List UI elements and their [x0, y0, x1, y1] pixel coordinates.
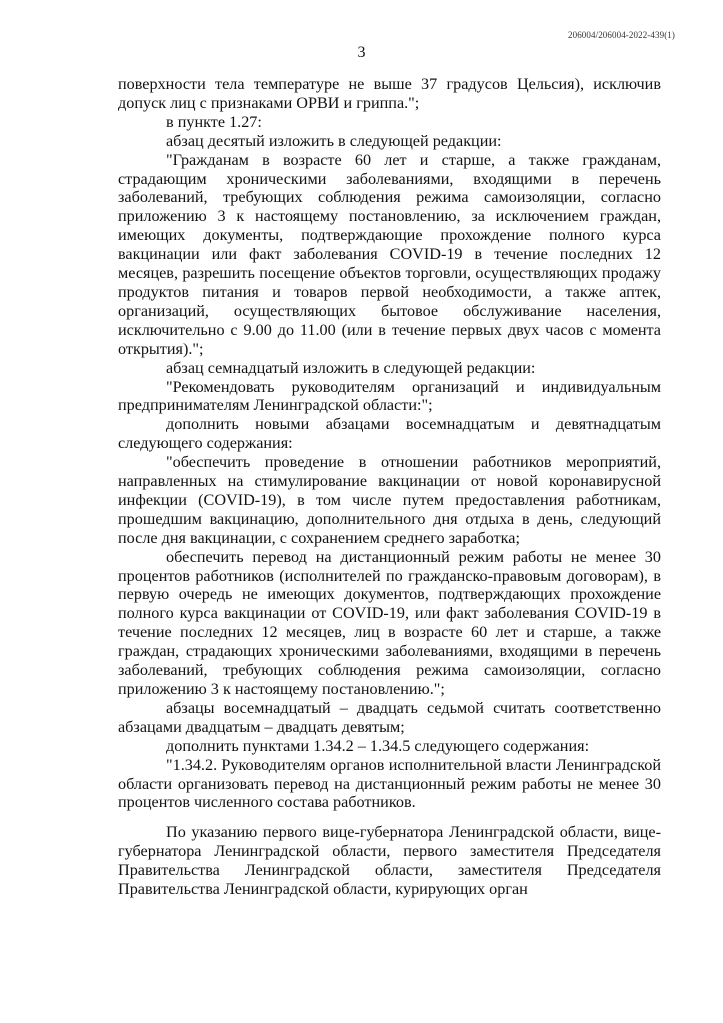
paragraph: в пункте 1.27: — [166, 112, 262, 131]
document-body — [118, 75, 661, 899]
page-number: 3 — [357, 44, 366, 61]
paragraph: абзацы восемнадцатый – двадцать седьмой считать соответственно абзацами двадцатым – двадцать девятым; — [118, 698, 661, 736]
paragraph: абзац семнадцатый изложить в следующей редакции: — [166, 358, 536, 377]
paragraph: "Гражданам в возрасте 60 лет и старше, а также гражданам, страдающим хроническими заболеваниями, входящими в перечень заболеваний, требующих соблюдения режима самоизоляции, согласно приложению 3 к настоящему постановлению, за исключением граждан, имеющих документы, подтверждающие прохождение полного курса вакцинации или факт заболевания COVID-19 в течение последних 12 месяцев, разрешить посещение объектов торговли, осуществляющих продажу продуктов питания и товаров первой необходимости, а также аптек, организаций, осуществляющих бытовое обслуживание населения, исключительно с 9.00 до 11.00 (или в течение первых двух часов с момента открытия)."; — [118, 150, 661, 358]
paragraph: "Рекомендовать руководителям организаций и индивидуальным предпринимателям Ленинградской области:"; — [118, 377, 661, 415]
paragraph: По указанию первого вице-губернатора Ленинградской области, вице-губернатора Ленинградской области, первого заместителя Председателя Правительства Ленинградской области, заместителя Председателя Правительства Ленинградской области, курирующих орган — [118, 823, 661, 899]
paragraph: дополнить пунктами 1.34.2 – 1.34.5 следующего содержания: — [166, 736, 590, 755]
paragraph: дополнить новыми абзацами восемнадцатым и девятнадцатым следующего содержания: — [118, 415, 661, 453]
paragraph: обеспечить перевод на дистанционный режим работы не менее 30 процентов работников (исполнителей по гражданско-правовым договорам), в первую очередь не имеющих документов, подтверждающих прохождение полного курса вакцинации от COVID-19, или факт заболевания COVID-19 в течение последних 12 месяцев, лиц в возрасте 60 лет и старше, а также граждан, страдающих хроническими заболеваниями, входящими в перечень заболеваний, требующих соблюдения режима самоизоляции, согласно приложению 3 к настоящему постановлению."; — [118, 547, 661, 698]
paragraph: абзац десятый изложить в следующей редакции: — [166, 131, 502, 150]
document-id: 206004/206004-2022-439(1) — [568, 30, 675, 40]
paragraph: "обеспечить проведение в отношении работников мероприятий, направленных на стимулирование вакцинации от новой коронавирусной инфекции (COVID-19), в том числе путем предоставления работникам, прошедшим вакцинацию, дополнительного дня отдыха в день, следующий после дня вакцинации, с сохранением среднего заработка; — [118, 453, 661, 547]
paragraph: поверхности тела температуре не выше 37 градусов Цельсия), исключив допуск лиц с признаками ОРВИ и гриппа."; — [118, 75, 661, 112]
paragraph: "1.34.2. Руководителям органов исполнительной власти Ленинградской области организовать перевод на дистанционный режим работы не менее 30 процентов численного состава работников. — [118, 755, 661, 812]
